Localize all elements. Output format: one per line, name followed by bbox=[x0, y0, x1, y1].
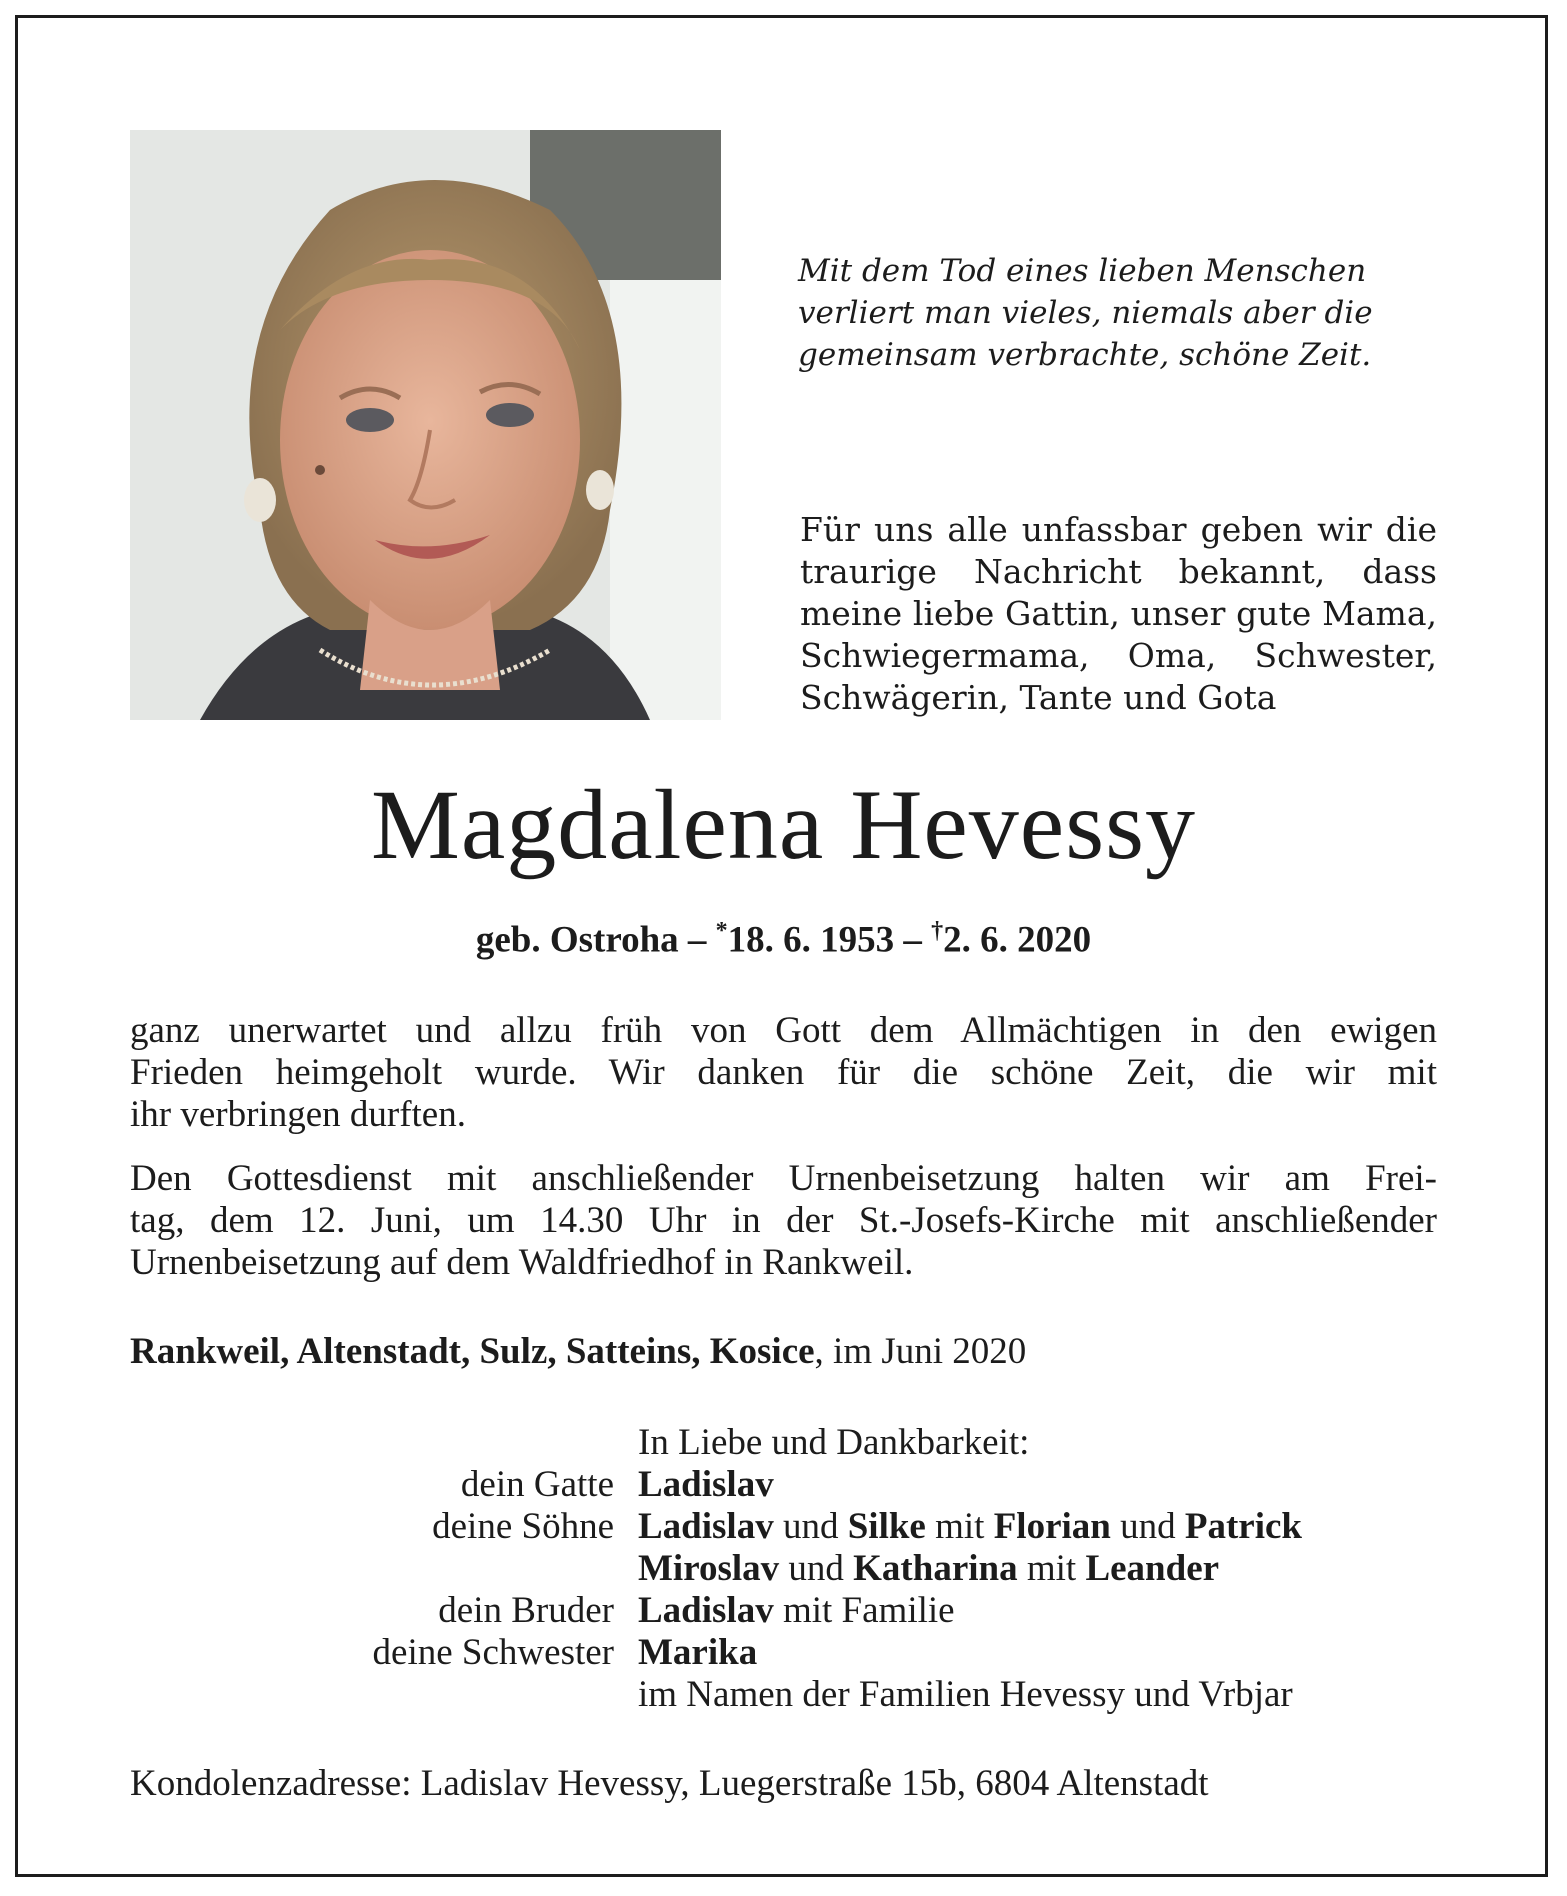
announcement-intro bbox=[800, 509, 1437, 719]
places-and-date bbox=[130, 1330, 1026, 1374]
memorial-quote bbox=[798, 250, 1448, 376]
relation-label: deine Schwester bbox=[372, 1632, 614, 1673]
portrait-illustration bbox=[130, 130, 721, 720]
death-date: 2. 6. 2020 bbox=[943, 919, 1092, 961]
member-name: Miroslav bbox=[638, 1548, 780, 1589]
family-members bbox=[638, 1548, 1219, 1590]
paragraph-line: Urnenbeisetzung auf dem Waldfriedhof in Rankweil. bbox=[130, 1242, 914, 1283]
signoff-row bbox=[130, 1548, 1440, 1590]
member-name: Florian bbox=[993, 1506, 1111, 1547]
intro-line: Für uns alle unfassbar geben wir die bbox=[800, 510, 1437, 549]
relation-label: dein Gatte bbox=[460, 1464, 614, 1505]
signoff-heading: In Liebe und Dankbarkeit: bbox=[638, 1422, 1030, 1463]
family-members bbox=[638, 1464, 774, 1506]
portrait-photo bbox=[130, 130, 721, 720]
member-name: Ladislav bbox=[638, 1506, 774, 1547]
condolence-address: Kondolenzadresse: Ladislav Hevessy, Luegerstraße 15b, 6804 Altenstadt bbox=[130, 1763, 1209, 1804]
family-members bbox=[638, 1674, 1293, 1716]
connector-text: und bbox=[1110, 1506, 1185, 1547]
separator: – bbox=[903, 919, 922, 961]
relation-label bbox=[130, 1674, 638, 1716]
quote-line: verliert man vieles, niemals aber die bbox=[798, 295, 1373, 331]
family-signoff bbox=[130, 1422, 1440, 1716]
paragraph-line: Den Gottesdienst mit anschließender Urnenbeisetzung halten wir am Frei- bbox=[130, 1158, 1437, 1199]
relation-label bbox=[130, 1548, 638, 1590]
quote-line: Mit dem Tod eines lieben Menschen bbox=[798, 253, 1367, 289]
deceased-name: Magdalena Hevessy bbox=[370, 769, 1197, 880]
family-members bbox=[638, 1506, 1302, 1548]
member-name: Marika bbox=[638, 1632, 758, 1673]
signoff-row bbox=[130, 1506, 1440, 1548]
announcement-date: , im Juni 2020 bbox=[814, 1331, 1027, 1372]
paragraph-line: Frieden heimgeholt wurde. Wir danken für die schöne Zeit, die wir mit bbox=[130, 1052, 1437, 1093]
birth-symbol: * bbox=[715, 918, 728, 944]
signoff-row bbox=[130, 1674, 1440, 1716]
signoff-row bbox=[130, 1590, 1440, 1632]
member-name: Katharina bbox=[853, 1548, 1018, 1589]
birth-date: 18. 6. 1953 bbox=[727, 919, 895, 961]
family-members bbox=[638, 1632, 757, 1674]
death-symbol: † bbox=[931, 918, 944, 944]
member-name: Silke bbox=[847, 1506, 926, 1547]
connector-text: mit bbox=[925, 1506, 994, 1547]
paragraph-line: ganz unerwartet und allzu früh von Gott dem Allmächtigen in den ewigen bbox=[130, 1010, 1437, 1051]
signoff-heading-row bbox=[130, 1422, 1440, 1464]
member-name: Leander bbox=[1085, 1548, 1220, 1589]
connector-text: mit bbox=[1017, 1548, 1086, 1589]
connector-text: und bbox=[773, 1506, 848, 1547]
member-name: Ladislav bbox=[638, 1590, 774, 1631]
intro-line: meine liebe Gattin, unser gute Mama, bbox=[800, 594, 1437, 633]
quote-line: gemeinsam verbrachte, schöne Zeit. bbox=[798, 337, 1372, 373]
member-name: Ladislav bbox=[638, 1464, 774, 1505]
intro-line: traurige Nachricht bekannt, dass bbox=[800, 552, 1437, 591]
family-members bbox=[638, 1590, 955, 1632]
passing-paragraph bbox=[130, 1010, 1437, 1136]
paragraph-line: ihr verbringen durften. bbox=[130, 1094, 466, 1135]
relation-label: dein Bruder bbox=[438, 1590, 614, 1631]
paragraph-line: tag, dem 12. Juni, um 14.30 Uhr in der St.-Josefs-Kirche mit anschließender bbox=[130, 1200, 1437, 1241]
place-names: Rankweil, Altenstadt, Sulz, Satteins, Kosice bbox=[130, 1331, 815, 1372]
signoff-row bbox=[130, 1632, 1440, 1674]
separator: – bbox=[687, 919, 707, 961]
birth-name: geb. Ostroha bbox=[475, 919, 679, 961]
connector-text: mit Familie bbox=[773, 1590, 955, 1631]
connector-text: und bbox=[779, 1548, 854, 1589]
intro-line: Schwiegermama, Oma, Schwester, bbox=[800, 636, 1437, 675]
connector-text: im Namen der Familien Hevessy und Vrbjar bbox=[638, 1674, 1293, 1715]
signoff-row bbox=[130, 1464, 1440, 1506]
life-dates bbox=[0, 908, 1567, 963]
intro-line: Schwägerin, Tante und Gota bbox=[800, 678, 1277, 717]
member-name: Patrick bbox=[1184, 1506, 1302, 1547]
funeral-paragraph bbox=[130, 1158, 1437, 1284]
relation-label: deine Söhne bbox=[432, 1506, 614, 1547]
